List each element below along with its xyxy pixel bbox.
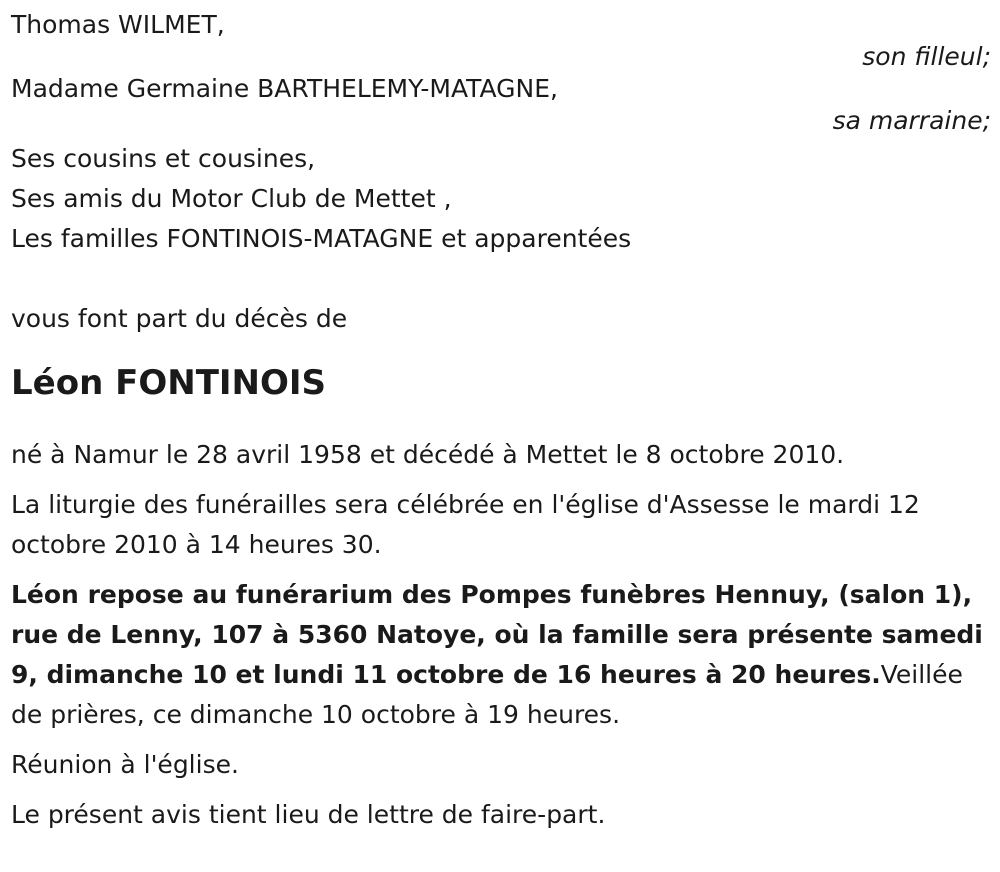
notice-text: Le présent avis tient lieu de lettre de faire-part. [11,800,606,829]
liturgy-text: La liturgie des funérailles sera célébrée en l'église d'Assesse le mardi 12 octobre 2010 à 14 heures 30. [11,490,920,559]
rest-paragraph [11,575,991,735]
mourner-cousins: Ses cousins et cousines, [11,144,316,173]
role-godmother: sa marraine; [832,106,991,135]
role-godson: son filleul; [862,42,991,71]
announcement-text: vous font part du décès de [11,304,348,333]
mourner-thomas-wilmet: Thomas WILMET, [11,10,225,39]
mourner-families: Les familles FONTINOIS-MATAGNE et apparentées [11,224,632,253]
mourner-germaine-barthelemy: Madame Germaine BARTHELEMY-MATAGNE, [11,74,558,103]
deceased-name: Léon FONTINOIS [11,363,327,403]
mourner-motor-club: Ses amis du Motor Club de Mettet , [11,184,452,213]
meeting-text: Réunion à l'église. [11,750,239,779]
vigil-text: Veillée de prières, ce dimanche 10 octobre à 19 heures. [11,660,963,729]
birth-death-text: né à Namur le 28 avril 1958 et décédé à Mettet le 8 octobre 2010. [11,440,845,469]
obituary-notice [11,5,991,835]
funerarium-details: Léon repose au funérarium des Pompes funèbres Hennuy, (salon 1), rue de Lenny, 107 à 5360 Natoye, où la famille sera présente samedi 9, dimanche 10 et lundi 11 octobre de 16 heures à 20 heures. [11,580,983,689]
